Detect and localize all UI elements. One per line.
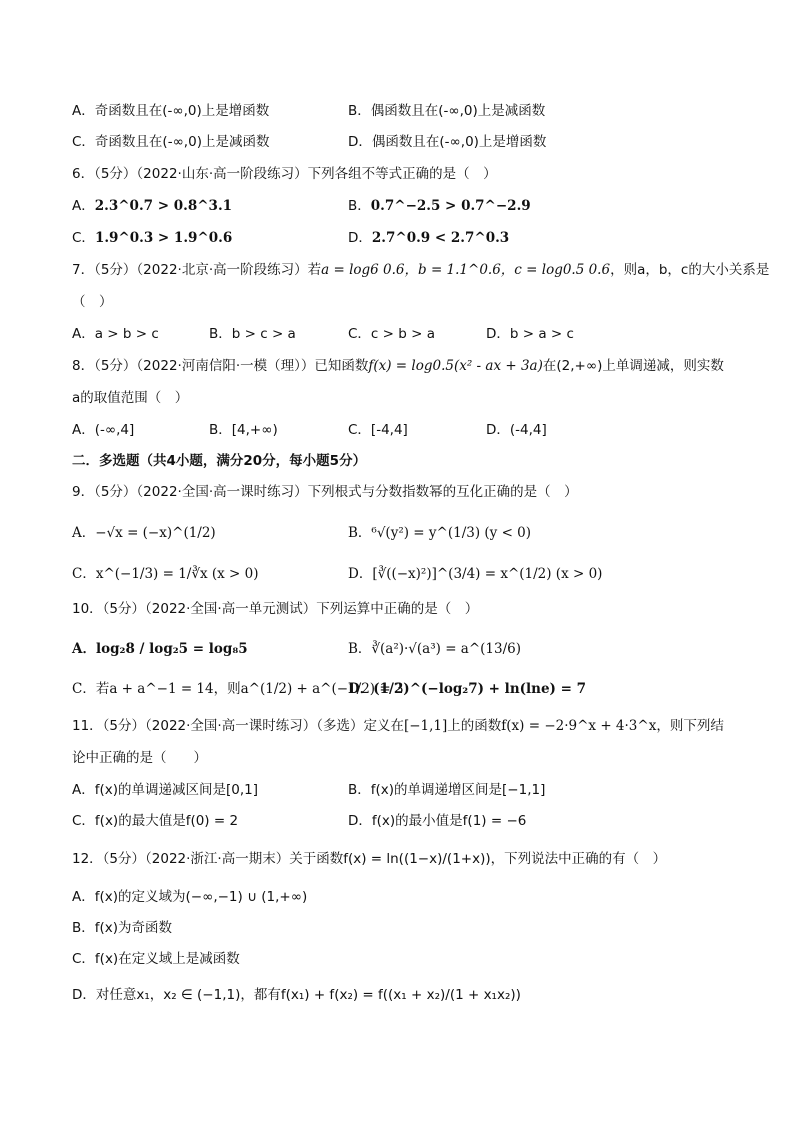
q7-stem-expr: a = log6 0.6，b = 1.1^0.6，c = log0.5 0.6 <box>321 262 611 278</box>
q12-stem: 12．（5分）（2022·浙江·高一期末）关于函数f(x) = ln((1−x)/(1+x))，下列说法中正确的有（ ） <box>72 851 667 867</box>
q9-stem: 9．（5分）（2022·全国·高一课时练习）下列根式与分数指数幂的互化正确的是（ ） <box>72 484 578 500</box>
q7-option-b: B．b > c > a <box>209 326 296 342</box>
q5-option-a: A．奇函数且在(-∞,0)上是增函数 <box>72 103 270 119</box>
q7-stem: 7．（5分）（2022·北京·高一阶段练习）若a = log6 0.6，b = 1.1^0.6，c = log0.5 0.6，则a，b，c的大小关系是 <box>72 262 770 278</box>
q11-stem-expr: [−1,1]上的函数f(x) = −2·9^x + 4·3^x <box>403 718 657 734</box>
q11-option-d: D．f(x)的最小值是f(1) = −6 <box>348 813 527 829</box>
q8-option-c: C．[-4,4] <box>348 422 408 438</box>
q8-option-d: D．(-4,4] <box>486 422 547 438</box>
q6-option-b: B．0.7^−2.5 > 0.7^−2.9 <box>348 198 531 214</box>
q12-option-c: C．f(x)在定义域上是减函数 <box>72 951 240 967</box>
q7-stem-line2: （ ） <box>72 294 113 310</box>
q11-stem: 11．（5分）（2022·全国·高一课时练习）（多选）定义在[−1,1]上的函数f(x) = −2·9^x + 4·3^x，则下列结 <box>72 718 724 734</box>
q5-option-d: D．偶函数且在(-∞,0)上是增函数 <box>348 134 547 150</box>
q6-option-a: A．2.3^0.7 > 0.8^3.1 <box>72 198 233 214</box>
q12-option-b: B．f(x)为奇函数 <box>72 920 173 936</box>
q5-option-b: B．偶函数且在(-∞,0)上是减函数 <box>348 103 546 119</box>
q11-option-b: B．f(x)的单调递增区间是[−1,1] <box>348 782 546 798</box>
q12-option-a: A．f(x)的定义域为(−∞,−1) ∪ (1,+∞) <box>72 889 308 905</box>
q10-option-c: C．若a + a^−1 = 14，则a^(1/2) + a^(−1/2) = 3 <box>72 681 404 697</box>
q9-option-b: B．⁶√(y²) = y^(1/3) (y < 0) <box>348 525 532 541</box>
q6-option-c-expr: 1.9^0.3 > 1.9^0.6 <box>94 230 233 246</box>
q7-option-a: A．a > b > c <box>72 326 159 342</box>
q9-option-a: A．−√x = (−x)^(1/2) <box>72 525 216 541</box>
q11-stem-line2: 论中正确的是（ ） <box>72 750 207 766</box>
q6-option-a-expr: 2.3^0.7 > 0.8^3.1 <box>94 198 233 214</box>
q6-option-d: D．2.7^0.9 < 2.7^0.3 <box>348 230 510 246</box>
q11-option-a: A．f(x)的单调递减区间是[0,1] <box>72 782 259 798</box>
section-heading-multi-choice: 二．多选题（共4小题，满分20分，每小题5分） <box>72 453 367 469</box>
q9-option-d: D．[∛((−x)²)]^(3/4) = x^(1/2) (x > 0) <box>348 566 603 582</box>
q7-option-c: C．c > b > a <box>348 326 435 342</box>
q5-option-c: C．奇函数且在(-∞,0)上是减函数 <box>72 134 270 150</box>
q10-stem: 10．（5分）（2022·全国·高一单元测试）下列运算中正确的是（ ） <box>72 601 479 617</box>
q6-stem: 6．（5分）（2022·山东·高一阶段练习）下列各组不等式正确的是（ ） <box>72 166 497 182</box>
q6-option-d-expr: 2.7^0.9 < 2.7^0.3 <box>371 230 510 246</box>
q6-option-c: C．1.9^0.3 > 1.9^0.6 <box>72 230 233 246</box>
q8-stem-expr: f(x) = log0.5(x² - ax + 3a) <box>368 358 543 374</box>
q10-option-a: A．log₂8 / log₂5 = log₈5 <box>72 641 248 657</box>
q11-option-c: C．f(x)的最大值是f(0) = 2 <box>72 813 239 829</box>
q6-option-b-expr: 0.7^−2.5 > 0.7^−2.9 <box>370 198 531 214</box>
q9-option-c: C．x^(−1/3) = 1/∛x (x > 0) <box>72 566 259 582</box>
q8-stem-line2: a的取值范围（ ） <box>72 390 189 406</box>
q8-option-b: B．[4,+∞) <box>209 422 278 438</box>
q10-option-d: D．(1/2)^(−log₂7) + ln(lne) = 7 <box>348 681 587 697</box>
q7-option-d: D．b > a > c <box>486 326 574 342</box>
q8-stem: 8．（5分）（2022·河南信阳·一模（理））已知函数f(x) = log0.5(x² - ax + 3a)在(2,+∞)上单调递减，则实数 <box>72 358 724 374</box>
q12-option-d: D．对任意x₁，x₂ ∈ (−1,1)，都有f(x₁) + f(x₂) = f((x₁ + x₂)/(1 + x₁x₂)) <box>72 987 521 1003</box>
q10-option-b: B．∛(a²)·√(a³) = a^(13/6) <box>348 641 522 657</box>
q8-option-a: A．(-∞,4] <box>72 422 135 438</box>
